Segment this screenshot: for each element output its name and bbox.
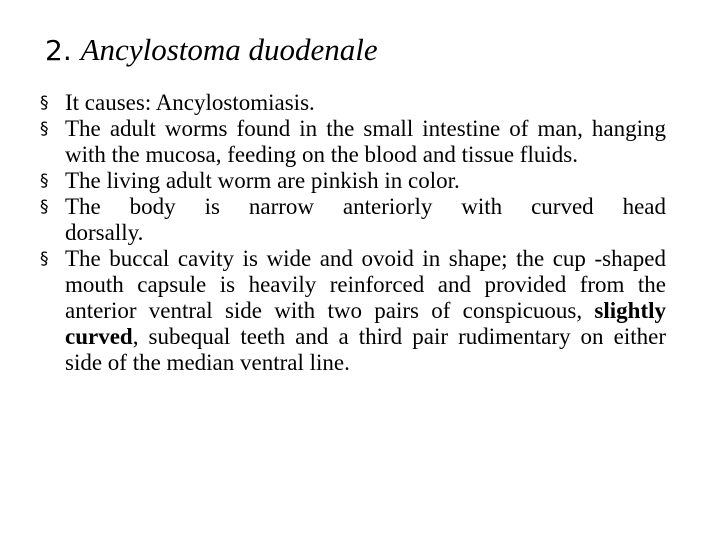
bullet-text-after: , subequal teeth and a third pair rudimentary on either side of the median ventral line. <box>65 324 666 375</box>
bullet-text: The adult worms found in the small intestine of man, hanging with the mucosa, feeding on the blood and tissue fluids. <box>65 116 666 167</box>
bullet-text-bold: slightly curved <box>65 298 666 349</box>
bullet-marker: § <box>40 119 49 139</box>
bullet-item <box>40 246 666 376</box>
bullet-item <box>40 194 666 246</box>
bullet-marker: § <box>40 171 49 191</box>
bullet-marker: § <box>40 93 49 113</box>
bullet-item <box>40 90 666 116</box>
bullet-marker: § <box>40 197 49 217</box>
title-number: 2. <box>45 34 72 67</box>
bullet-text-before: The buccal cavity is wide and ovoid in shape; the cup -shaped mouth capsule is heavily reinforced and provided from the anterior ventral side with two pairs of conspicuous, <box>65 246 666 323</box>
bullet-text: It causes: Ancylostomiasis. <box>65 90 315 115</box>
bullet-text: The body is narrow anteriorly with curved head dorsally. <box>65 194 666 245</box>
slide-title <box>45 30 378 71</box>
bullet-list <box>40 90 666 376</box>
bullet-item <box>40 116 666 168</box>
title-species-name: Ancylostoma duodenale <box>80 32 378 67</box>
bullet-marker: § <box>40 249 49 269</box>
bullet-text: The living adult worm are pinkish in color. <box>65 168 460 193</box>
bullet-item <box>40 168 666 194</box>
